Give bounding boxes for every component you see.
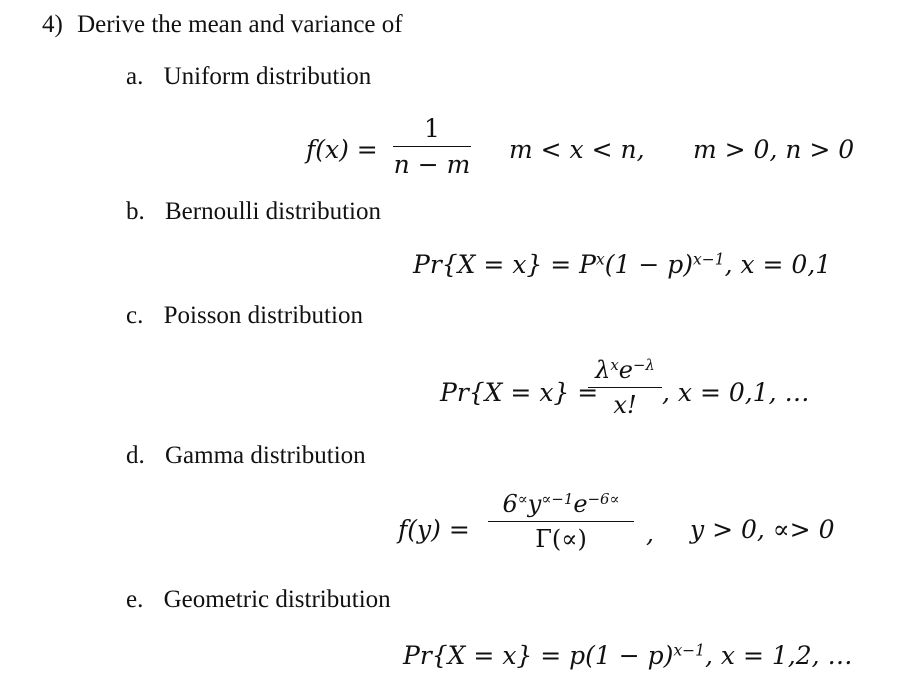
poisson-fraction [588,355,662,419]
item-uniform-heading [126,64,371,89]
gamma-comma: , [646,519,654,548]
item-title: Geometric distribution [163,586,391,613]
poisson-rhs: , x = 0,1, … [662,378,810,407]
uniform-condition-params: m > 0, n > 0 [693,135,855,164]
bernoulli-formula: $Pr\{X = x\} = P^x(1 - p)^{x-1}$, x = 0,1 [413,250,832,279]
geometric-formula: $Pr\{X = x\} = p(1 - p)^{x-1}$, x = 1,2, … [403,641,853,670]
question-text: Derive the mean and variance of [77,11,403,38]
item-bernoulli-heading [126,199,381,224]
gamma-lhs: f(y) = [398,515,470,544]
poisson-lhs: Pr{X = x} = [440,378,599,407]
poisson-numerator: $\lambda^xe^{-\lambda}$ [595,355,655,384]
item-title: Uniform distribution [163,63,372,90]
question-number: 4) [42,11,63,38]
item-title: Gamma distribution [165,442,366,469]
item-title: Bernoulli distribution [165,198,381,225]
item-label: e. [126,586,144,613]
fraction-bar [488,521,634,522]
gamma-denominator: Γ(∝) [535,525,587,553]
question-heading [42,12,403,37]
uniform-numerator: 1 [424,114,440,143]
item-geometric-heading [126,587,391,612]
poisson-denominator: x! [613,391,637,419]
item-label: d. [126,442,145,469]
item-poisson-heading [126,303,363,328]
item-title: Poisson distribution [163,302,363,329]
uniform-fraction [393,116,471,177]
item-label: a. [126,63,144,90]
uniform-denominator: n − m [393,150,471,179]
fraction-bar [588,387,662,388]
item-label: b. [126,198,145,225]
fraction-bar [393,146,471,147]
item-label: c. [126,302,144,329]
gamma-numerator: $6^\propto y^{\propto-1}e^{-6\propto}$ [502,489,620,518]
uniform-lhs: f(x) = [306,135,378,164]
gamma-fraction [488,489,634,553]
item-gamma-heading [126,443,366,468]
uniform-condition-range: m < x < n, [509,135,645,164]
gamma-condition: y > 0, ∝> 0 [690,515,835,544]
